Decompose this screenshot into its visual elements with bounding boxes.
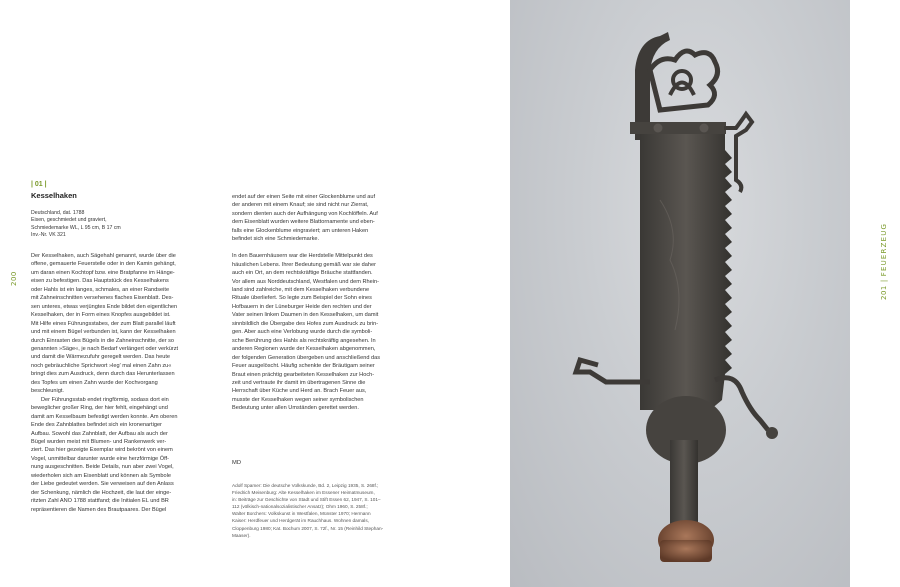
bibliography: [232, 482, 424, 539]
meta-line: Schmiedemarke WL, L 95 cm, B 17 cm: [31, 224, 121, 231]
text-line: falls eine Glockenblume eingraviert; am unteren Haken: [232, 227, 369, 234]
text-line: Mit Hilfe eines Führungsstabes, der zum Blatt parallel läuft: [31, 320, 176, 327]
text-line: zeit und vertraute ihr damit im übertragenen Sinne die: [232, 379, 366, 386]
text-line: oder Hahls ist ein langes, schmales, an einer Randseite: [31, 286, 170, 293]
text-line: gen. Aber auch eine Verlobung wurde durch die symboli-: [232, 329, 373, 336]
text-line: sen unteres, etwas verjüngtes Ende bildet den eigentlichen: [31, 303, 178, 310]
text-line: auch ein Ort, an dem rechtskräftige Bräuche stattfanden.: [232, 270, 373, 277]
text-line: land sind zahlreiche, mit dem Kesselhaken verbundene: [232, 286, 370, 293]
text-line: wiederholen sich am Eisenblatt und können als Symbole: [31, 472, 171, 479]
text-line: sche Berührung des Hahls als rechtskräftig angesehen. In: [232, 337, 376, 344]
text-line: anderen Regionen wurde der Kesselhaken abgenommen,: [232, 346, 376, 353]
artifact-photo: [510, 0, 850, 587]
author-signature: MD: [232, 460, 242, 466]
text-line: endet auf der einen Seite mit einer Glockenblume und auf: [232, 194, 376, 200]
text-line: sinnbildlich die Übergabe des Hofes zum Ausdruck zu brin-: [232, 320, 379, 327]
text-line: häuslichen Lebens. Ihrer Bedeutung gemäß war sie daher: [232, 261, 376, 268]
text-line: in: Beiträge zur Geschichte von Stadt und Stift Essen 62, 1947, S. 101–: [232, 497, 381, 503]
folio-separator: |: [880, 279, 888, 283]
entry-title: Kesselhaken: [31, 191, 77, 200]
text-line: bringt dies zum Ausdruck, denn durch das Herunterlassen: [31, 371, 175, 378]
text-line: um daran einen Kochtopf bzw. eine Bratpfanne im Hänge-: [31, 269, 175, 276]
text-line: Der Kesselhaken, auch Sägehahl genannt, wurde über die: [31, 253, 176, 259]
text-line: musste der Kesselhaken wegen seiner symbolischen: [232, 396, 364, 403]
text-line: Kesselhaken, der in Form eines Knopfes ausgebildet ist.: [31, 312, 171, 319]
text-line: ziert. Das hier gezeigte Exemplar wird bekrönt von einem: [31, 447, 173, 454]
text-line: nung ausgeschnitten. Beide Details, nun aber zwei Vogel,: [31, 464, 174, 471]
text-line: damit am Kesselbaum befestigt werden konnte. Am oberen: [31, 413, 178, 420]
page-number-left: 200: [10, 271, 18, 286]
text-line: Friedrich Meisenburg: Alte Kesselhaken im Essener Heimatmuseum,: [232, 490, 375, 496]
text-line: der Schenkung, nämlich die Hochzeit, die laut der einge-: [31, 489, 172, 496]
text-line: Aufbau. Sowohl das Zahnblatt, der Aufbau als auch der: [31, 430, 168, 437]
text-line: 112 (völkisch-nationalsozialistischer Ansatz); Ohm 1960, S. 258f.;: [232, 504, 368, 510]
page-number-right: [880, 223, 888, 300]
entry-number: | 01 |: [31, 181, 47, 188]
text-line: ritzten Zahl ANO 1788 stattfand; die Initialen EL und BR: [31, 498, 169, 505]
text-line: Vater seinen linken Daumen in den Kesselhaken, um damit: [232, 312, 379, 319]
text-line: noch gebräuchliche Sprichwort »leg' mal einen Zahn zu«: [31, 362, 172, 369]
text-line: offene, gemauerte Feuerstelle oder in den Kamin gehängt,: [31, 261, 176, 268]
text-line: mit Zahneinschnitten versehenes flaches Eisenblatt. Des-: [31, 295, 174, 302]
text-line: eisen zu befestigen. Das Hauptstück des Kesselhakens: [31, 278, 169, 285]
text-line: der Liebe gedeutet werden. Sie verweisen auf den Anlass: [31, 481, 174, 488]
text-line: Rituale überliefert. So legte zum Beispiel der Sohn eines: [232, 295, 372, 302]
text-line: Der Führungsstab endet ringförmig, sodass dort ein: [41, 396, 169, 403]
text-line: Walter Borchers: Volkskunst in Westfalen, Münster 1970; Hermann: [232, 511, 371, 517]
meta-line: Inv.-Nr. VK 321: [31, 231, 66, 238]
text-line: dem Eisenblatt wurden weitere Blattornamente und eben-: [232, 219, 375, 226]
text-line: Herrschaft über Küche und Herd an. Brach Feuer aus,: [232, 388, 367, 395]
kesselhaken-illustration: [510, 0, 850, 587]
text-line: der folgenden Generation übergeben und anschließend das: [232, 354, 381, 361]
text-column-right: [232, 193, 422, 413]
text-line: der anderen mit einem Knauf; sie sind nicht nur Zierrat,: [232, 202, 369, 209]
meta-line: Eisen, geschmiedet und graviert,: [31, 217, 107, 224]
text-line: Vor allem aus Norddeutschland, Westfalen und dem Rhein-: [232, 278, 379, 285]
text-line: Feuer ausgelöscht. Häufig schenkte der Bräutigam seiner: [232, 363, 375, 370]
text-line: [232, 244, 422, 252]
text-line: des Topfes um einen Zahn wurde der Kochvorgang: [31, 379, 158, 386]
text-line: befindet sich eine Schmiedemarke.: [232, 236, 320, 243]
meta-line: Deutschland, dat. 1788: [31, 210, 85, 216]
text-line: Kaiser: Herdfeuer und Herdgerät im Rauchhaus. Wohnen damals,: [232, 518, 369, 524]
text-line: sondern dienten auch der Aufhängung von Kochlöffeln. Auf: [232, 210, 378, 217]
text-line: Braut einen prächtig gearbeiteten Kesselhaken zur Hoch-: [232, 371, 375, 378]
text-line: beweglicher großer Ring, der hier fehlt, eingehängt und: [31, 405, 168, 412]
text-line: durch Einrasten des Bügels in die Zahneinschnitte, der so: [31, 337, 175, 344]
text-line: Cloppenburg 1980; Kat. Bochum 2007, S. 72f., Nr. 15 (Reinhild Stephan-: [232, 525, 384, 531]
text-line: Vogel, unmittelbar darunter wurde eine herzförmige Öff-: [31, 455, 169, 462]
section-title: FEUERZEUG: [880, 222, 888, 277]
page-number-right-value: 201: [880, 285, 888, 300]
text-line: genannten »Säge«, je nach Bedarf verlängert oder verkürzt: [31, 345, 179, 352]
text-line: Bedeutung unter allen Umständen gerettet werden.: [232, 405, 359, 412]
text-line: und damit die Wärmezufuhr geregelt werden. Das heute: [31, 354, 170, 361]
text-line: Adolf Spamer: Die deutsche Volkskunde, Bd. 2, Leipzig 1935, S. 268f.;: [232, 483, 379, 488]
text-column-left: [31, 252, 219, 514]
text-line: In den Bauernhäusern war die Herdstelle Mittelpunkt des: [232, 253, 373, 260]
text-line: Maaser).: [232, 532, 251, 538]
text-line: repräsentieren die Namen des Brautpaares. Der Bügel: [31, 506, 167, 513]
text-line: Ende des Zahnblattes befindet sich ein kronenartiger: [31, 422, 162, 429]
text-line: und mit einem Bügel verbunden ist, kann der Kesselhaken: [31, 329, 176, 336]
text-line: Bügel wurden meist mit Blumen- und Rankenwerk ver-: [31, 438, 167, 445]
text-line: beschleunigt.: [31, 388, 64, 395]
object-metadata: [31, 210, 211, 239]
text-line: Hofbauern in der Lüneburger Heide den rechten und der: [232, 303, 372, 310]
